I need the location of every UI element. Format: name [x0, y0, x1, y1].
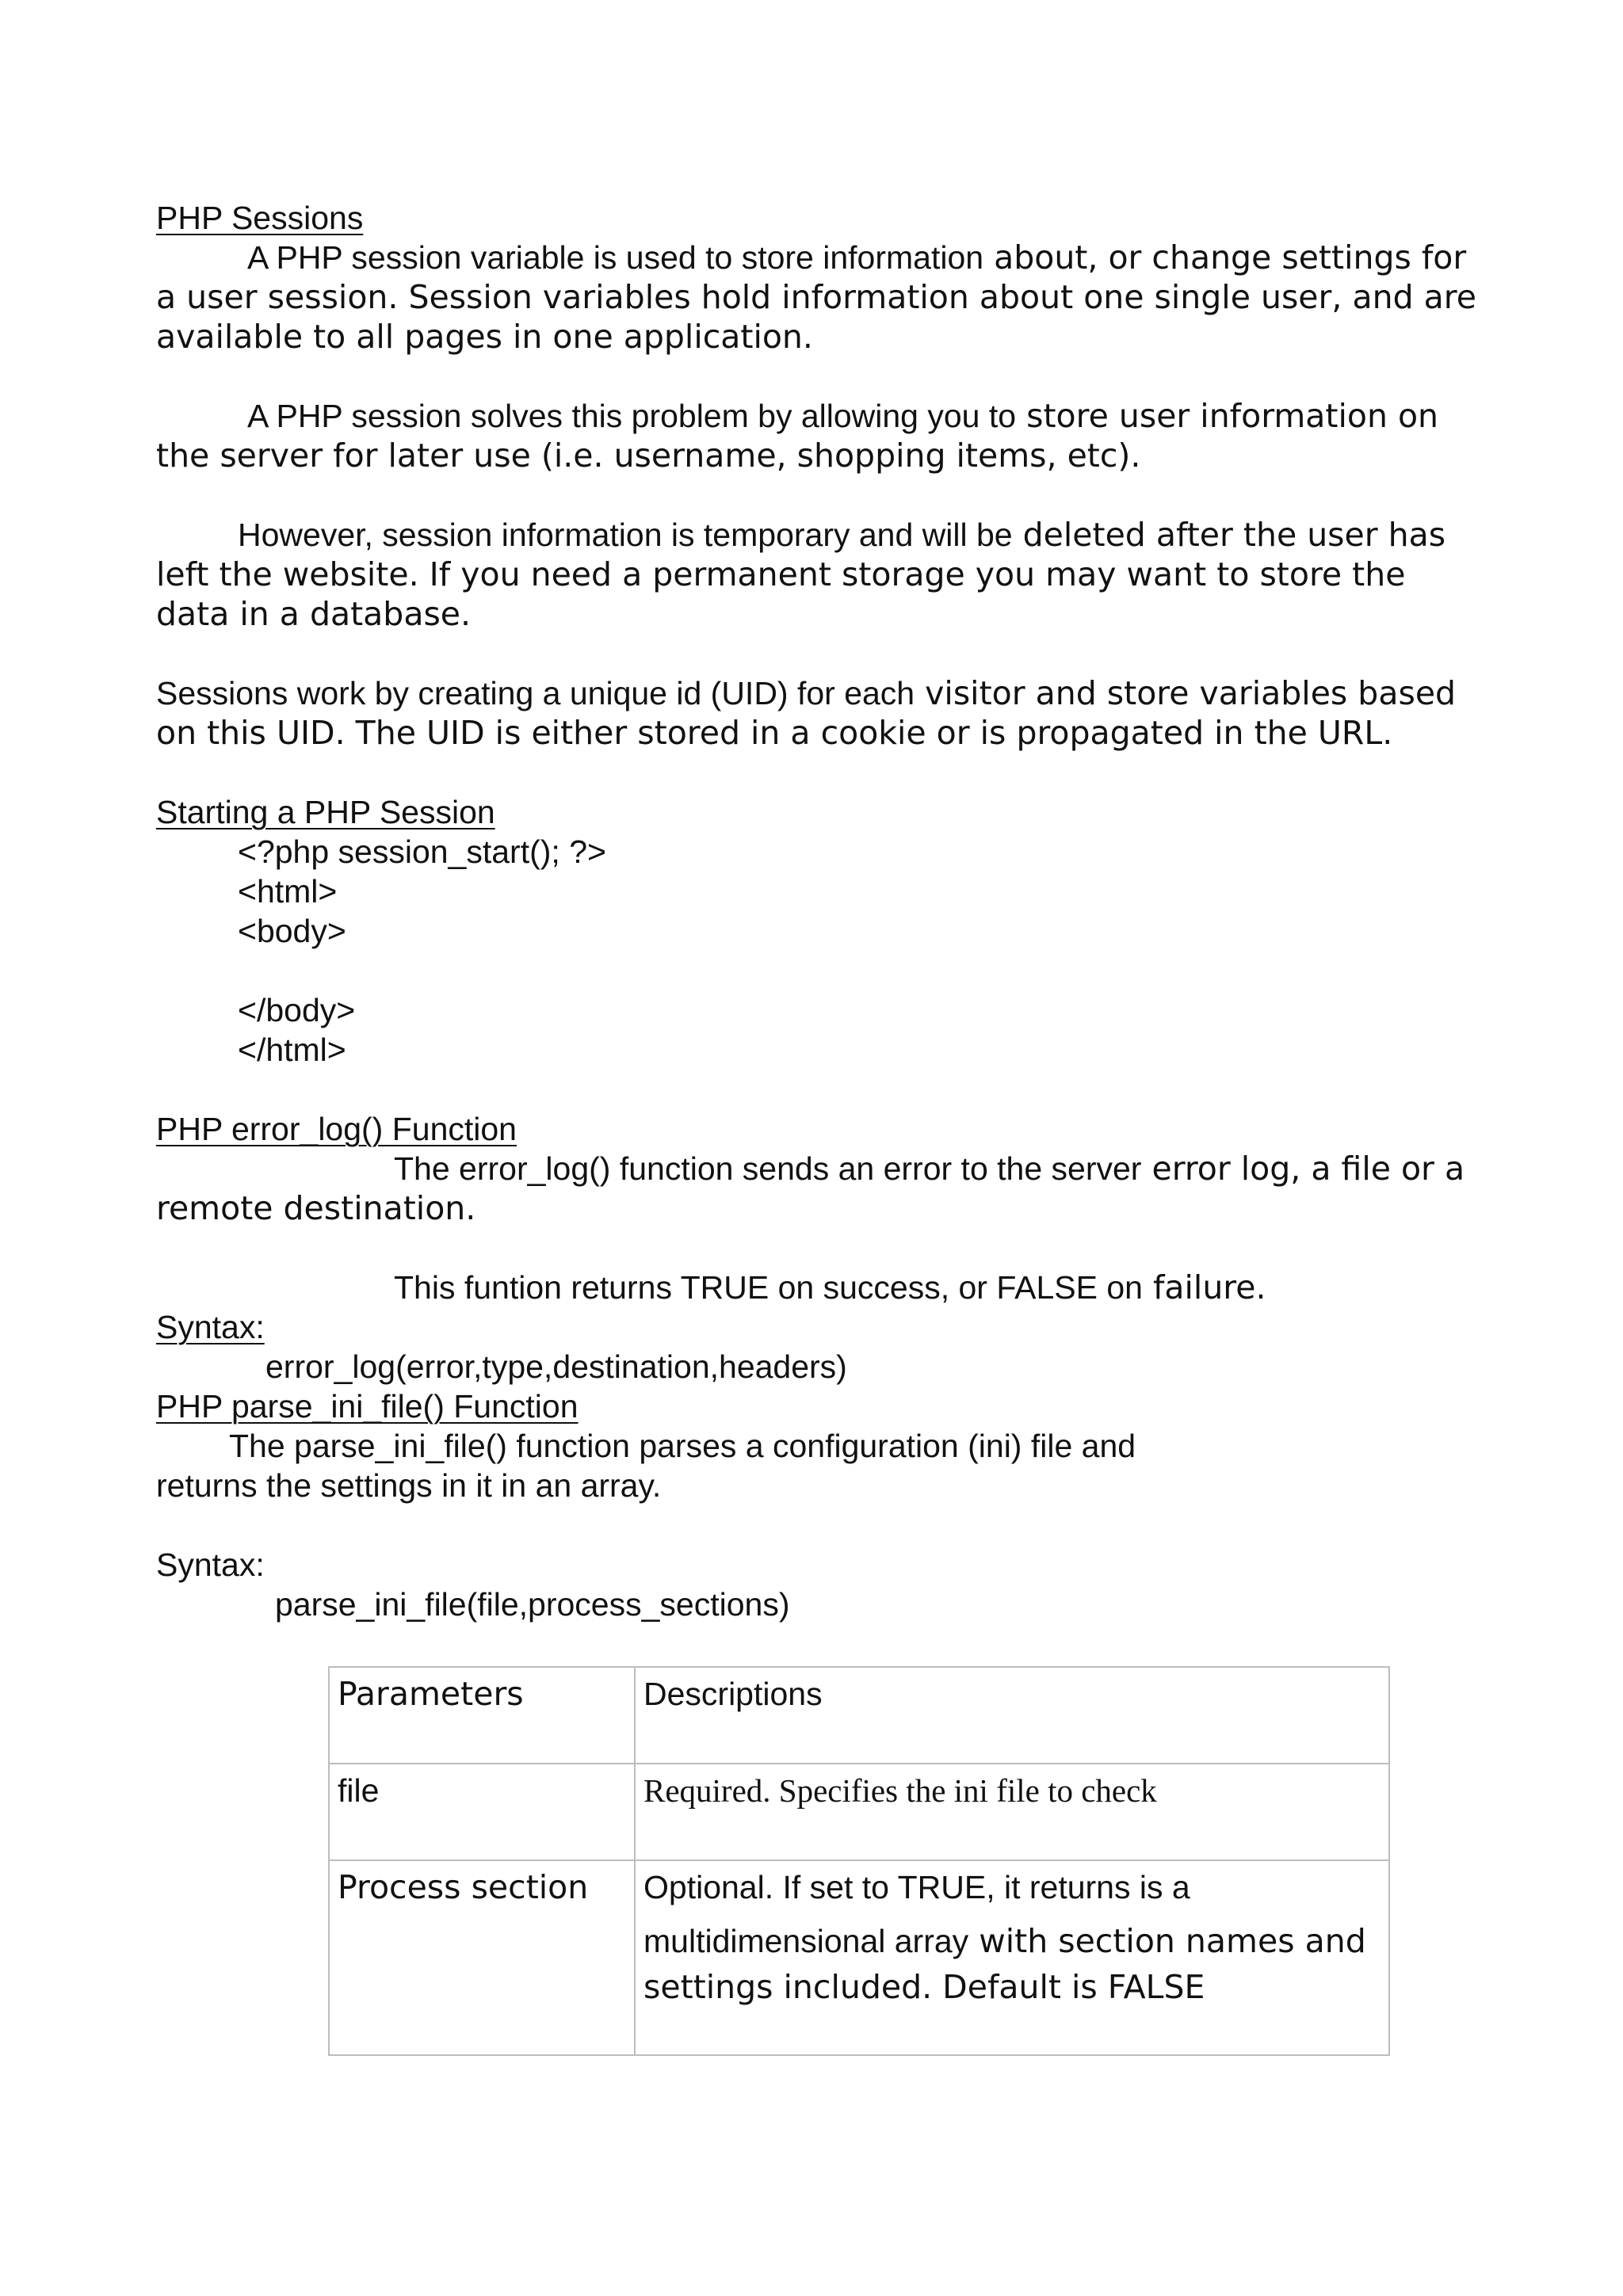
table-cell-param: Process section — [329, 1860, 635, 2055]
table-cell-desc-part3: with section names and settings included. Default is FALSE — [643, 1922, 1366, 2006]
sessions-para-1-rest: about, or change settings for a user session. Session variables hold information about one single user, and are available to all pages in one application. — [156, 238, 1476, 356]
table-cell-desc-part2: multidimensional array — [643, 1923, 969, 1959]
sessions-para-1-start: A PHP session variable is used to store information — [247, 239, 984, 276]
document-page — [156, 198, 1487, 1624]
error-log-desc-start: The error_log() function sends an error to the server — [394, 1150, 1142, 1187]
error-log-syntax: error_log(error,type,destination,headers) — [265, 1348, 847, 1385]
table-header-descriptions: Descriptions — [635, 1667, 1389, 1764]
sessions-para-2 — [156, 396, 1487, 475]
sessions-para-3 — [156, 515, 1487, 634]
error-log-syntax-label: Syntax: — [156, 1309, 265, 1345]
parameters-table — [328, 1666, 1390, 2056]
session-code-block — [156, 832, 1487, 1070]
parse-ini-syntax: parse_ini_file(file,process_sections) — [275, 1586, 790, 1623]
sessions-para-4-start: Sessions work by creating a unique id (UID) for each — [156, 675, 915, 711]
code-line — [238, 951, 1487, 990]
sessions-para-2-rest: store user information on the server for later use (i.e. username, shopping items, etc). — [156, 397, 1439, 475]
table-header-parameters: Parameters — [329, 1667, 635, 1764]
error-log-returns-start: This funtion returns TRUE on success, or FALSE on — [394, 1269, 1143, 1306]
table-row — [329, 1764, 1389, 1860]
table-cell-desc — [635, 1860, 1389, 2055]
sessions-para-3-rest: deleted after the user has left the website. If you need a permanent storage you may want to store the data in a database. — [156, 516, 1446, 633]
error-log-desc — [156, 1149, 1487, 1228]
error-log-heading: PHP error_log() Function — [156, 1111, 517, 1147]
error-log-returns — [156, 1268, 1487, 1307]
table-header-row — [329, 1667, 1389, 1764]
parse-ini-heading: PHP parse_ini_file() Function — [156, 1388, 579, 1425]
table-cell-desc: Required. Specifies the ini file to check — [635, 1764, 1389, 1860]
sessions-para-3-start: However, session information is temporary and will be — [238, 517, 1013, 553]
sessions-para-4 — [156, 673, 1487, 753]
starting-heading: Starting a PHP Session — [156, 794, 495, 830]
parse-ini-syntax-label: Syntax: — [156, 1547, 265, 1583]
code-line: <body> — [238, 913, 346, 949]
sessions-heading: PHP Sessions — [156, 200, 364, 236]
table-cell-param: file — [329, 1764, 635, 1860]
code-line: </html> — [238, 1032, 346, 1068]
code-line: </body> — [238, 992, 356, 1028]
parse-ini-desc: The parse_ini_file() function parses a configuration (ini) file and returns the settings in it in an array. — [156, 1428, 1136, 1504]
table-row — [329, 1860, 1389, 2055]
sessions-para-2-start: A PHP session solves this problem by allowing you to — [247, 398, 1017, 434]
table-cell-desc-rest — [643, 1918, 1381, 2010]
code-line: <?php session_start(); ?> — [238, 833, 606, 870]
code-line: <html> — [238, 873, 338, 910]
sessions-para-1 — [156, 238, 1487, 357]
error-log-returns-rest: failure. — [1142, 1268, 1266, 1306]
sessions-para-4-rest: visitor and store variables based on this UID. The UID is either stored in a cookie or is propagated in the URL. — [156, 674, 1457, 752]
table-cell-desc-line1: Optional. If set to TRUE, it returns is a — [643, 1869, 1190, 1905]
error-log-desc-rest: error log, a file or a remote destination. — [156, 1150, 1465, 1227]
